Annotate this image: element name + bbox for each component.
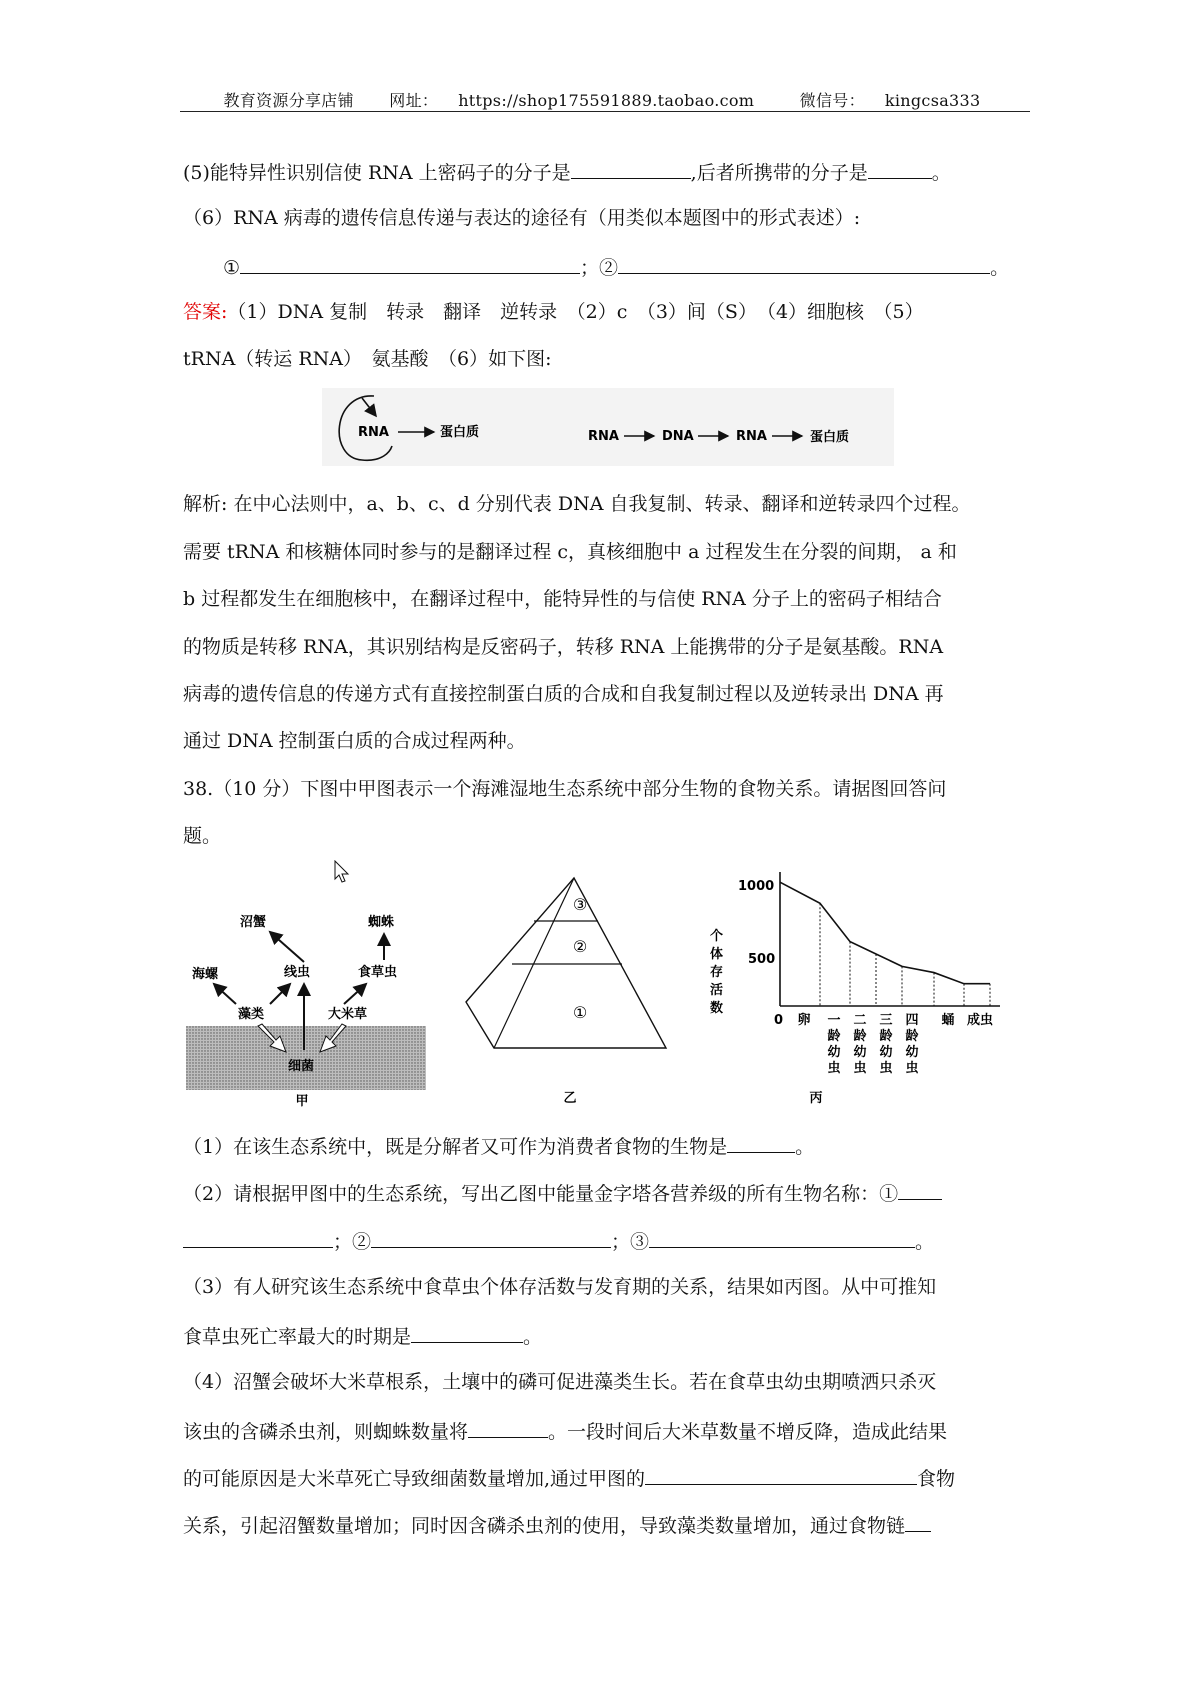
analysis-text: 通过 DNA 控制蛋白质的合成过程两种。: [183, 730, 526, 752]
subq-4-line-2: [183, 1419, 1033, 1443]
subq-text: 关系，引起沼蟹数量增加；同时因含磷杀虫剂的使用，导致藻类数量增加，通过食物链: [183, 1515, 906, 1537]
analysis-text: 的物质是转移 RNA，其识别结构是反密码子，转移 RNA 上能携带的分子是氨基酸。RNA: [183, 636, 944, 658]
organism-nematode: 线虫: [284, 965, 311, 980]
analysis-line-3: [183, 588, 1033, 610]
pyramid-level-2: ②: [572, 937, 588, 956]
q38-text: 题。: [183, 825, 222, 847]
x-tick-label: 一龄幼虫: [827, 1013, 841, 1076]
organism-snail: 海螺: [192, 967, 219, 982]
answer-blank[interactable]: [618, 255, 990, 274]
q6-text: （6）RNA 病毒的遗传信息传递与表达的途径有（用类似本题图中的形式表述）:: [183, 207, 861, 229]
analysis-line-4: [183, 636, 1033, 658]
subq-3: [183, 1276, 1033, 1298]
subq-text: 。: [523, 1326, 543, 1348]
shop-name: 教育资源分享店铺: [223, 91, 354, 110]
y-tick-500: 500: [748, 952, 776, 967]
page-header: [182, 88, 1032, 111]
x-tick-label: 二龄幼虫: [853, 1013, 867, 1076]
subq-text: 食物: [917, 1468, 956, 1490]
arrow: [344, 984, 366, 1004]
figure-yi-energy-pyramid: [452, 870, 672, 1110]
analysis-text: 病毒的遗传信息的传递方式有直接控制蛋白质的合成和自我复制过程以及逆转录出 DNA 再: [183, 683, 944, 705]
subq-text: 。: [915, 1231, 935, 1253]
y-axis-label-char: 存: [710, 965, 724, 980]
mouse-cursor-icon: [334, 860, 350, 884]
x-tick-label: 蛹: [941, 1013, 955, 1028]
organism-herbivorous-insect: 食草虫: [358, 965, 398, 980]
organism-crab: 沼蟹: [240, 915, 267, 930]
header-rule: [180, 111, 1030, 112]
subq-text: 。: [795, 1136, 815, 1158]
x-tick-label: 成虫: [966, 1013, 994, 1028]
wechat-label: 微信号：: [799, 91, 865, 110]
subq-4-line-3: [183, 1466, 1033, 1490]
answer-line-2: [183, 348, 1033, 370]
question-5: [183, 160, 1033, 184]
figure-caption-yi: 乙: [563, 1091, 577, 1106]
subq-text: 该虫的含磷杀虫剂，则蜘蛛数量将: [183, 1421, 469, 1443]
pathway-rna-2: RNA: [588, 429, 619, 444]
y-axis-label-char: 个: [710, 929, 724, 944]
analysis-label: 解析: [183, 493, 222, 515]
pathway-rna-1: RNA: [358, 425, 389, 440]
subq-text: （4）沼蟹会破坏大米草根系，土壤中的磷可促进藻类生长。若在食草虫幼虫期喷洒只杀灭: [183, 1371, 937, 1393]
answer-blank[interactable]: [727, 1134, 795, 1153]
analysis-text: b 过程都发生在细胞核中，在翻译过程中，能特异性的与信使 RNA 分子上的密码子相结合: [183, 588, 942, 610]
q6-sep: ；②: [580, 257, 619, 279]
subq-2: [183, 1181, 1033, 1205]
pyramid-outline: [466, 878, 666, 1048]
arrow: [270, 984, 290, 1004]
subq-2-blanks: [183, 1229, 1033, 1253]
answer-blank[interactable]: [868, 160, 932, 179]
subq-text: ；③: [611, 1231, 650, 1253]
organism-spider: 蜘蛛: [368, 915, 395, 930]
organism-bacteria: 细菌: [288, 1059, 315, 1074]
site-label: 网址：: [389, 91, 439, 110]
pyramid-level-3: ③: [572, 895, 588, 914]
q5-end: 。: [931, 162, 951, 184]
site-url[interactable]: https://shop175591889.taobao.com: [458, 91, 755, 110]
figure-background: [322, 388, 894, 466]
q38-text: 38.（10 分）下图中甲图表示一个海滩湿地生态系统中部分生物的食物关系。请据图回答问: [183, 778, 947, 800]
pathway-protein-2: 蛋白质: [810, 430, 850, 445]
answer-text-2: tRNA（转运 RNA） 氨基酸 （6）如下图:: [183, 348, 552, 370]
question-6: [183, 207, 1033, 229]
subq-4-line-4: [183, 1513, 1033, 1537]
answer-blank[interactable]: [183, 1229, 333, 1248]
x-tick-label: 卵: [797, 1013, 811, 1028]
y-axis-label-char: 体: [710, 947, 724, 962]
origin-zero: 0: [774, 1013, 784, 1028]
arrow: [214, 984, 236, 1004]
subq-text: ；②: [333, 1231, 372, 1253]
answer-blank[interactable]: [898, 1181, 942, 1200]
figure-bing-survival-chart: [698, 866, 1038, 1112]
answer-blank[interactable]: [571, 160, 691, 179]
answer-line-1: [183, 301, 1033, 323]
y-tick-1000: 1000: [738, 879, 775, 894]
subq-text: 食草虫死亡率最大的时期是: [183, 1326, 412, 1348]
answer-label: 答案:: [183, 301, 228, 323]
answer-blank[interactable]: [411, 1324, 523, 1343]
subq-3-line-2: [183, 1324, 1033, 1348]
question-38-line-2: [183, 825, 1033, 847]
organism-spartina: 大米草: [328, 1007, 368, 1022]
x-tick-label: 三龄幼虫: [879, 1013, 893, 1076]
organism-algae: 藻类: [238, 1007, 265, 1022]
answer-blank[interactable]: [371, 1229, 611, 1248]
answer-blank[interactable]: [905, 1513, 931, 1532]
figure-jia-food-web: [186, 900, 426, 1110]
y-axis-label-char: 数: [710, 1001, 724, 1016]
analysis-text: 需要 tRNA 和核糖体同时参与的是翻译过程 c，真核细胞中 a 过程发生在分裂的间期， a 和: [183, 541, 957, 563]
subq-1: [183, 1134, 1033, 1158]
subq-4: [183, 1371, 1033, 1393]
subq-text: 。一段时间后大米草数量不增反降，造成此结果: [548, 1421, 948, 1443]
analysis-text: : 在中心法则中，a、b、c、d 分别代表 DNA 自我复制、转录、翻译和逆转录四个过程。: [221, 493, 971, 515]
question-38-line-1: [183, 778, 1033, 800]
analysis-line-6: [183, 730, 1033, 752]
x-tick-label: 四龄幼虫: [905, 1013, 919, 1076]
analysis-line-1: [183, 493, 1033, 515]
question-6-blanks: [183, 255, 1073, 279]
soil-layer: [186, 1026, 426, 1090]
answer-text-1: （1）DNA 复制 转录 翻译 逆转录 （2）c （3）间（S） （4）细胞核 （5）: [227, 301, 924, 323]
pathway-rna-3: RNA: [736, 429, 767, 444]
analysis-line-2: [183, 541, 1033, 563]
subq-text: 的可能原因是大米草死亡导致细菌数量增加,通过甲图的: [183, 1468, 646, 1490]
answer-blank[interactable]: [649, 1229, 915, 1248]
answer-blank[interactable]: [240, 255, 580, 274]
arrow: [270, 932, 304, 962]
q6-circle-1: ①: [223, 257, 241, 279]
q6-end: 。: [990, 257, 1010, 279]
figure-caption-jia: 甲: [295, 1094, 309, 1109]
q5-text-b: ,后者所携带的分子是: [690, 162, 868, 184]
survival-line: [780, 882, 990, 984]
pathway-dna: DNA: [662, 429, 694, 444]
pathway-protein-1: 蛋白质: [440, 425, 480, 440]
analysis-line-5: [183, 683, 1033, 705]
subq-text: （1）在该生态系统中，既是分解者又可作为消费者食物的生物是: [183, 1136, 728, 1158]
wechat-id: kingcsa333: [884, 91, 981, 110]
subq-text: （3）有人研究该生态系统中食草虫个体存活数与发育期的关系，结果如丙图。从中可推知: [183, 1276, 937, 1298]
q5-text-a: (5)能特异性识别信使 RNA 上密码子的分子是: [183, 162, 571, 184]
answer-blank[interactable]: [645, 1466, 917, 1485]
y-axis-label-char: 活: [710, 983, 724, 998]
figure-caption-bing: 丙: [809, 1091, 823, 1106]
pyramid-level-1: ①: [572, 1003, 588, 1022]
rna-pathway-figure: [322, 388, 894, 466]
subq-text: （2）请根据甲图中的生态系统，写出乙图中能量金字塔各营养级的所有生物名称：①: [183, 1183, 899, 1205]
answer-blank[interactable]: [468, 1419, 548, 1438]
